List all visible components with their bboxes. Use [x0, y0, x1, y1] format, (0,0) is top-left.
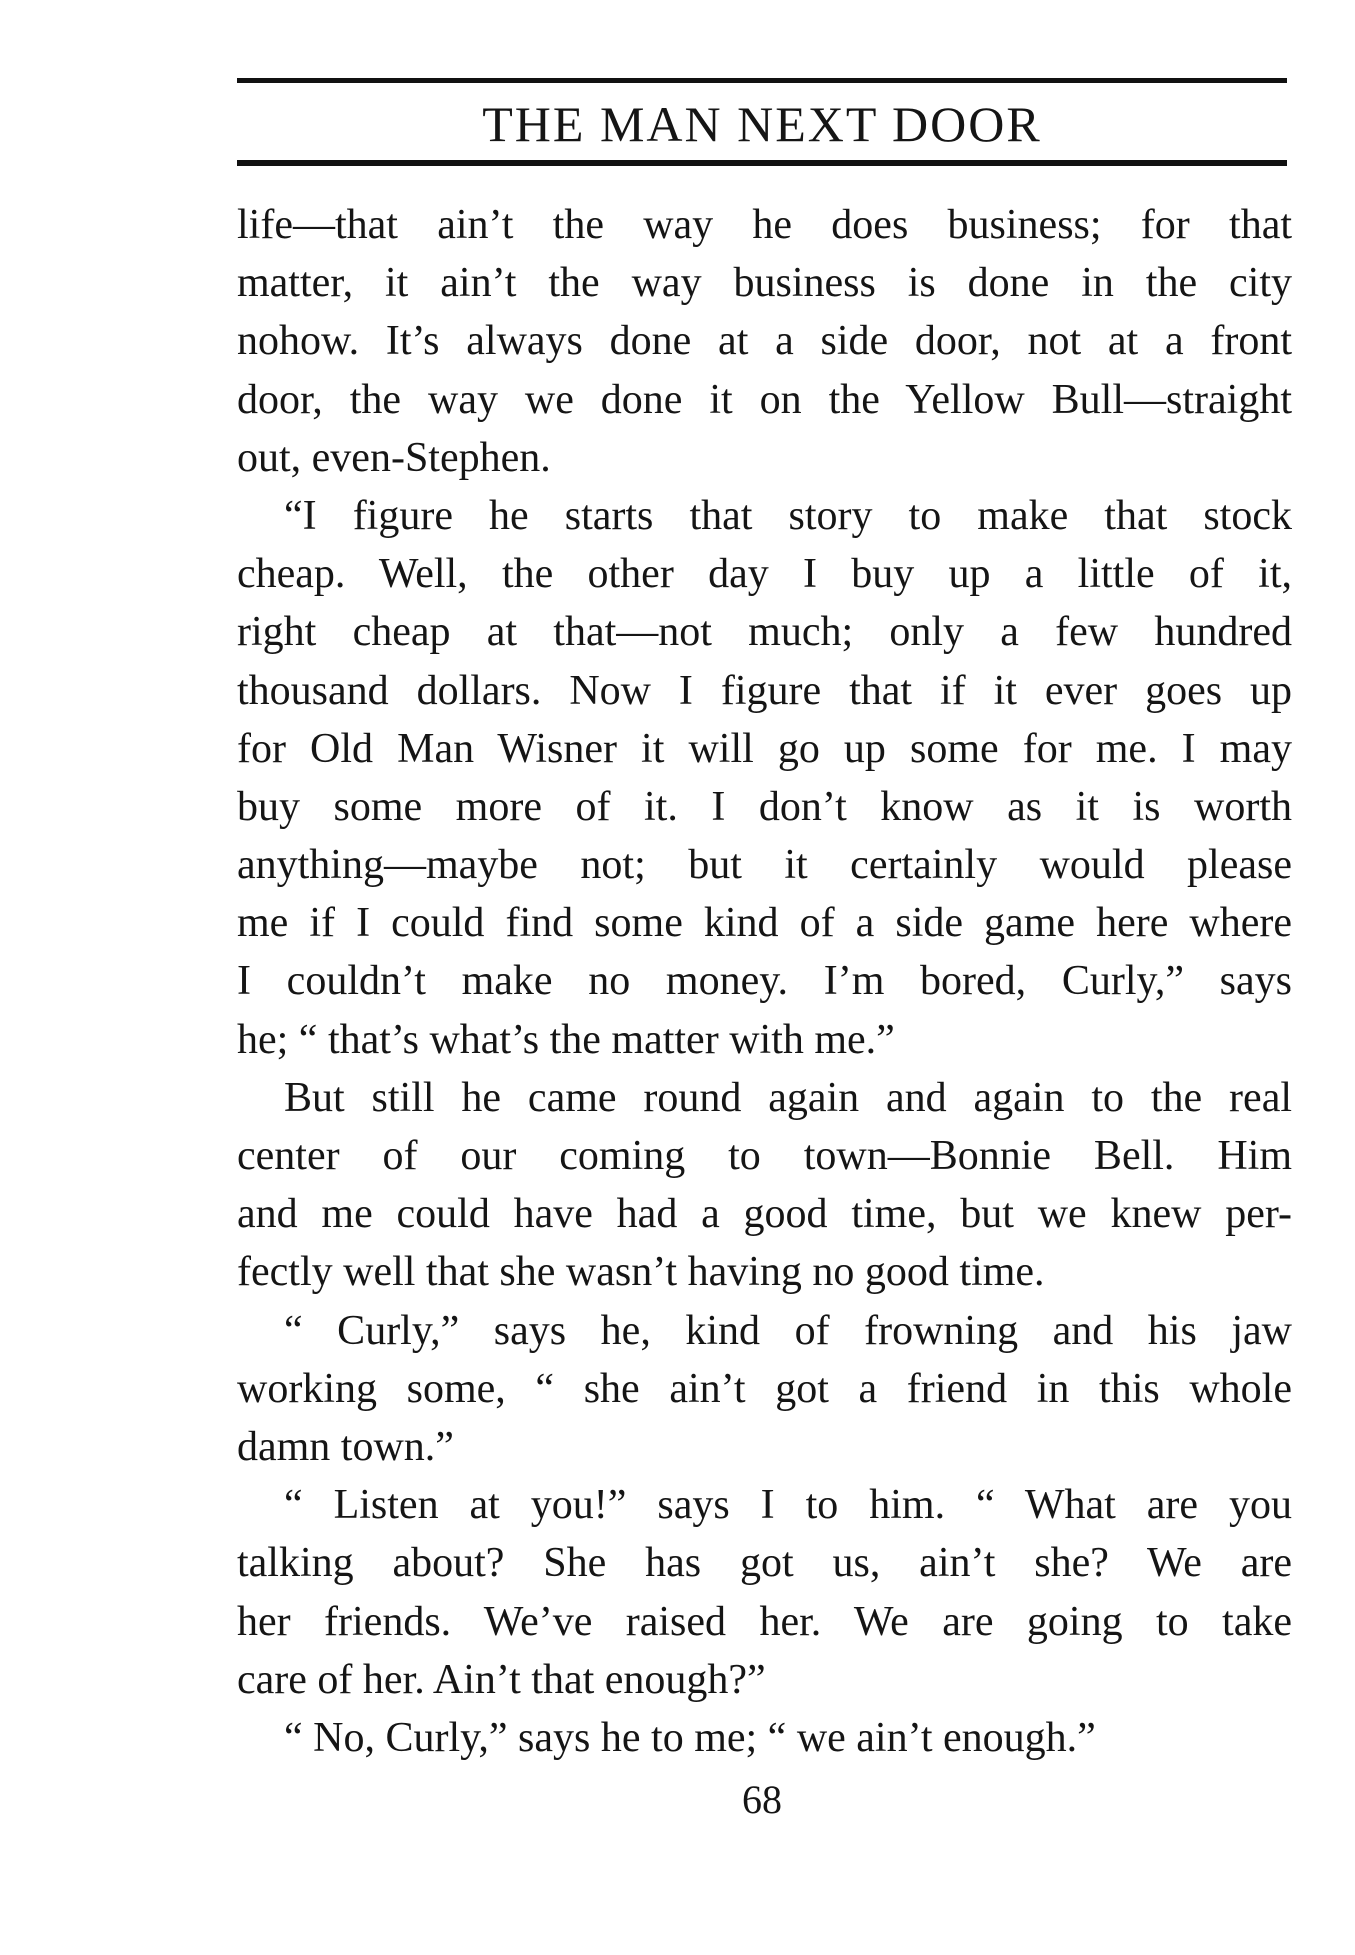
text-line: cheap. Well, the other day I buy up a little of it, [237, 551, 1292, 598]
text-line: matter, it ain’t the way business is done in the city [237, 260, 1292, 307]
header-rule-top [237, 78, 1287, 83]
body-text [237, 196, 1292, 1767]
text-line: me if I could find some kind of a side game here where [237, 900, 1292, 947]
text-line: life—that ain’t the way he does business; for that [237, 202, 1292, 248]
header-rule-bottom [237, 160, 1287, 166]
text-line: door, the way we done it on the Yellow Bull—straight [237, 376, 1292, 423]
paragraph [237, 196, 1292, 487]
text-line: out, even-Stephen. [237, 434, 551, 481]
text-line: center of our coming to town—Bonnie Bell. Him [237, 1133, 1292, 1179]
running-head: THE MAN NEXT DOOR [482, 96, 1042, 152]
text-line: he; “ that’s what’s the matter with me.” [237, 1016, 895, 1063]
text-line: her friends. We’ve raised her. We are going to take [237, 1598, 1292, 1645]
page-number: 68 [742, 1777, 782, 1822]
text-line: I couldn’t make no money. I’m bored, Curly,” says [237, 958, 1292, 1005]
text-line: “I figure he starts that story to make that stock [284, 492, 1292, 539]
paragraph [237, 1302, 1292, 1477]
text-line: nohow. It’s always done at a side door, not at a front [237, 318, 1292, 365]
text-line: “ Curly,” says he, kind of frowning and his jaw [284, 1307, 1292, 1354]
text-line: But still he came round again and again to the real [284, 1074, 1292, 1121]
text-line: thousand dollars. Now I figure that if it ever goes up [237, 667, 1292, 714]
paragraph [237, 1069, 1292, 1302]
text-line: anything—maybe not; but it certainly would please [237, 842, 1292, 889]
text-line: care of her. Ain’t that enough?” [237, 1656, 766, 1703]
text-line: fectly well that she wasn’t having no good time. [237, 1249, 1045, 1296]
paragraph [237, 1709, 1292, 1767]
text-line: “ No, Curly,” says he to me; “ we ain’t enough.” [284, 1714, 1096, 1761]
text-line: talking about? She has got us, ain’t she? We are [237, 1540, 1292, 1587]
paragraph [237, 487, 1292, 1069]
paragraph [237, 1476, 1292, 1709]
text-line: buy some more of it. I don’t know as it is worth [237, 783, 1292, 830]
text-line: for Old Man Wisner it will go up some for me. I may [237, 725, 1292, 772]
text-line: and me could have had a good time, but we knew per- [237, 1191, 1292, 1238]
text-line: “ Listen at you!” says I to him. “ What are you [284, 1482, 1292, 1529]
text-line: right cheap at that—not much; only a few hundred [237, 609, 1292, 656]
text-line: working some, “ she ain’t got a friend in this whole [237, 1365, 1292, 1412]
text-line: damn town.” [237, 1423, 454, 1470]
